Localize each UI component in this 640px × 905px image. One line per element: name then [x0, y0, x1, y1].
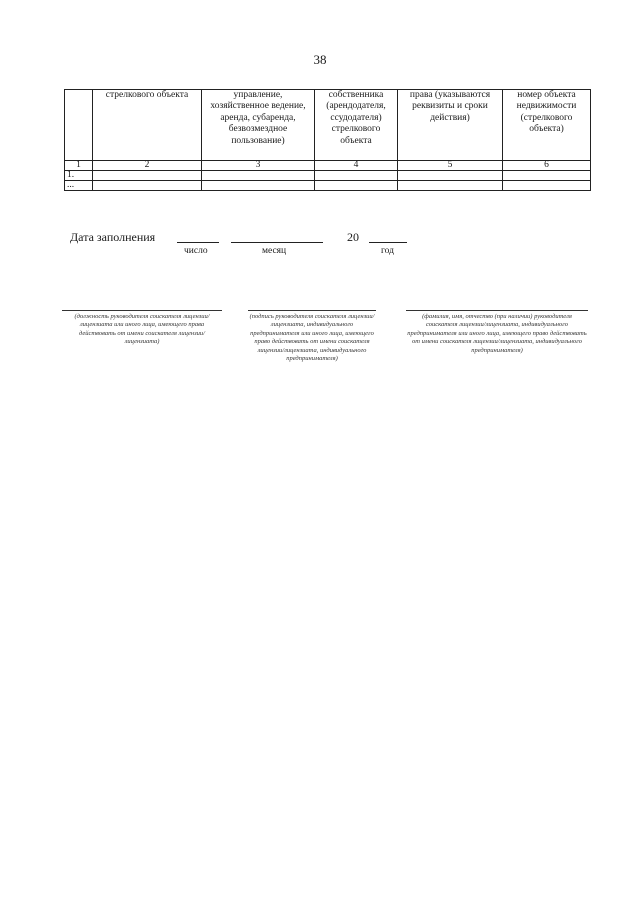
month-blank[interactable]	[231, 242, 323, 243]
header-cell: номер объекта недвижимости (стрелкового объекта)	[503, 90, 591, 161]
table-header-row	[65, 90, 591, 161]
day-label: число	[184, 246, 208, 256]
table-cell[interactable]	[93, 171, 202, 181]
column-number: 2	[93, 161, 202, 171]
header-cell: права (указываются реквизиты и сроки действия)	[398, 90, 503, 161]
year-prefix: 20	[347, 230, 359, 244]
table-cell[interactable]	[93, 181, 202, 191]
table-row	[65, 171, 591, 181]
fill-date-section	[70, 230, 590, 260]
table-cell[interactable]	[315, 171, 398, 181]
header-cell	[65, 90, 93, 161]
table-cell[interactable]	[315, 181, 398, 191]
page-number: 38	[313, 52, 327, 67]
header-cell: управление, хозяйственное ведение, аренда, субаренда, безвозмездное пользование)	[202, 90, 315, 161]
header-cell: собственника (арендодателя, ссудодателя) стрелкового объекта	[315, 90, 398, 161]
column-number: 4	[315, 161, 398, 171]
column-number: 5	[398, 161, 503, 171]
table-cell[interactable]	[503, 171, 591, 181]
table-row	[65, 181, 591, 191]
column-number-row	[65, 161, 591, 171]
column-number: 1	[65, 161, 93, 171]
column-number: 6	[503, 161, 591, 171]
table-cell[interactable]: ...	[65, 181, 93, 191]
year-blank[interactable]	[369, 242, 407, 243]
license-form-table	[64, 89, 591, 191]
table-cell[interactable]	[202, 171, 315, 181]
table-cell[interactable]	[202, 181, 315, 191]
table-cell[interactable]	[398, 181, 503, 191]
day-blank[interactable]	[177, 242, 219, 243]
table-cell[interactable]: 1.	[65, 171, 93, 181]
table-cell[interactable]	[398, 171, 503, 181]
full-name-field[interactable]: (фамилия, имя, отчество (при наличии) руководителя соискателя лицензии/лицензиата, индивидуального предпринимателя или иного лица, имеющего право действовать от имени соискателя лицензии/лицензиата, индивидуального предпринимателя)	[406, 310, 588, 355]
year-label: год	[381, 246, 394, 256]
table-cell[interactable]	[503, 181, 591, 191]
header-cell: стрелкового объекта	[93, 90, 202, 161]
column-number: 3	[202, 161, 315, 171]
position-signature-field[interactable]: (должность руководителя соискателя лицензии/лицензиата или иного лица, имеющего права действовать от имени соискателя лицензии/лицензиата)	[62, 310, 222, 347]
fill-date-label: Дата заполнения	[70, 230, 156, 244]
month-label: месяц	[262, 246, 287, 256]
signature-field[interactable]: (подпись руководителя соискателя лицензии/лицензиата, индивидуального предпринимателя или иного лица, имеющего право действовать от имени соискателя лицензии/лицензиата, индивидуального предпринимателя)	[248, 310, 376, 364]
